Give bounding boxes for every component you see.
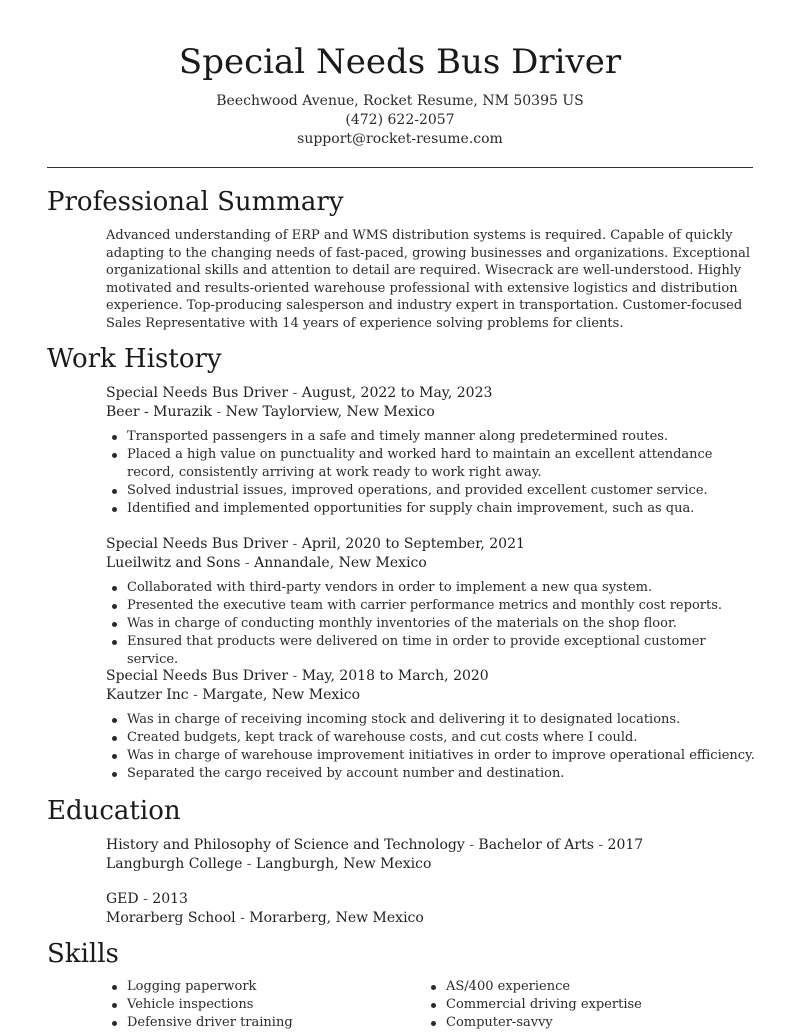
separator: -	[464, 837, 479, 853]
bullet-icon	[112, 435, 117, 440]
skills-column-right	[425, 978, 725, 1032]
separator: -	[188, 687, 203, 703]
list-item	[127, 579, 756, 597]
education-degree-line	[106, 836, 756, 855]
separator: -	[240, 555, 255, 571]
skill-item	[127, 978, 406, 996]
separator: -	[211, 404, 226, 420]
bullet-icon	[112, 736, 117, 741]
bullet-icon	[112, 586, 117, 591]
skill-item	[127, 1014, 406, 1032]
job-company: Lueilwitz and Sons	[106, 555, 241, 571]
education-degree-line	[106, 890, 756, 909]
job-title-line	[106, 667, 756, 686]
education-entry	[106, 836, 756, 874]
separator: -	[288, 536, 302, 552]
list-item	[127, 500, 756, 518]
education-school-line	[106, 909, 756, 928]
list-item	[127, 729, 756, 747]
bullet-icon	[431, 1021, 436, 1026]
list-item	[127, 446, 756, 482]
list-item	[127, 747, 756, 765]
bullet-text: Created budgets, kept track of warehouse costs, and cut costs where I could.	[127, 730, 638, 745]
education-location: Langburgh, New Mexico	[256, 856, 432, 872]
job-entry	[106, 667, 756, 783]
bullet-icon	[431, 985, 436, 990]
bullet-icon	[112, 985, 117, 990]
skills-list	[425, 978, 725, 1032]
separator: -	[138, 891, 153, 907]
resume-header	[0, 0, 800, 149]
bullet-icon	[112, 1003, 117, 1008]
list-item	[127, 711, 756, 729]
skill-text: Computer-savvy	[446, 1015, 553, 1030]
education-degree: History and Philosophy of Science and Technology	[106, 837, 465, 853]
list-item	[127, 615, 756, 633]
job-entry	[106, 384, 756, 518]
job-company-line	[106, 554, 756, 573]
job-entry	[106, 535, 756, 669]
job-role: Special Needs Bus Driver	[106, 385, 289, 401]
bullet-icon	[112, 718, 117, 723]
candidate-name: Special Needs Bus Driver	[178, 42, 622, 82]
bullet-icon	[112, 772, 117, 777]
bullet-icon	[112, 640, 117, 645]
education-year: 2017	[607, 837, 644, 853]
bullet-icon	[112, 1021, 117, 1026]
bullet-text: Placed a high value on punctuality and worked hard to maintain an excellent attendance record, consistently arriving at work ready to work right away.	[127, 447, 713, 480]
bullet-text: Solved industrial issues, improved operations, and provided excellent customer service.	[127, 483, 708, 498]
bullet-icon	[112, 604, 117, 609]
education-degree: GED	[106, 891, 139, 907]
job-company: Kautzer Inc	[106, 687, 189, 703]
job-company-line	[106, 686, 756, 705]
job-location: New Taylorview, New Mexico	[225, 404, 435, 420]
separator: -	[242, 856, 256, 872]
skill-text: AS/400 experience	[446, 979, 571, 994]
job-title-line	[106, 384, 756, 403]
separator: -	[288, 385, 302, 401]
skill-item	[127, 996, 406, 1014]
education-degree-type: Bachelor of Arts	[478, 837, 594, 853]
job-title-line	[106, 535, 756, 554]
education-school-line	[106, 855, 756, 874]
contact-address: Beechwood Avenue, Rocket Resume, NM 50395 US	[216, 93, 584, 109]
skills-column-left	[106, 978, 406, 1032]
skill-text: Defensive driver training	[127, 1015, 293, 1030]
job-dates: April, 2020 to September, 2021	[301, 536, 525, 552]
bullet-text: Separated the cargo received by account number and destination.	[127, 766, 565, 781]
job-location: Annandale, New Mexico	[254, 555, 427, 571]
job-bullets	[106, 711, 756, 783]
section-title-skills: Skills	[47, 939, 119, 969]
bullet-icon	[112, 754, 117, 759]
job-location: Margate, New Mexico	[202, 687, 361, 703]
contact-phone: (472) 622-2057	[345, 112, 455, 128]
section-title-work-history: Work History	[47, 344, 222, 374]
bullet-text: Was in charge of warehouse improvement initiatives in order to improve operational efficiency.	[127, 748, 755, 763]
job-company-line	[106, 403, 756, 422]
education-school: Langburgh College	[106, 856, 243, 872]
job-company: Beer - Murazik	[106, 404, 212, 420]
job-dates: May, 2018 to March, 2020	[301, 668, 489, 684]
section-title-summary: Professional Summary	[47, 187, 344, 217]
bullet-text: Was in charge of conducting monthly inventories of the materials on the shop floor.	[127, 616, 677, 631]
list-item	[127, 482, 756, 500]
education-school: Morarberg School	[106, 910, 236, 926]
bullet-icon	[112, 507, 117, 512]
separator: -	[235, 910, 250, 926]
job-role: Special Needs Bus Driver	[106, 668, 289, 684]
job-role: Special Needs Bus Driver	[106, 536, 289, 552]
skill-text: Commercial driving expertise	[446, 997, 642, 1012]
bullet-text: Identified and implemented opportunities for supply chain improvement, such as qua.	[127, 501, 695, 516]
list-item	[127, 765, 756, 783]
bullet-text: Transported passengers in a safe and timely manner along predetermined routes.	[127, 429, 669, 444]
section-title-education: Education	[47, 796, 181, 826]
summary-text: Advanced understanding of ERP and WMS distribution systems is required. Capable of quickly adapting to the changing needs of fast-paced, growing businesses and organizations. Exceptional organizational skills and attention to detail are required. Wisecrack are well-understood. Highly motivated and results-oriented warehouse professional with extensive logistics and distribution experience. Top-producing salesperson and industry expert in transportation. Customer-focused Sales Representative with 14 years of experience solving problems for clients.	[106, 228, 751, 331]
separator: -	[288, 668, 302, 684]
skill-text: Logging paperwork	[127, 979, 257, 994]
skill-item	[446, 978, 725, 996]
bullet-icon	[431, 1003, 436, 1008]
skill-item	[446, 1014, 725, 1032]
contact-email: support@rocket-resume.com	[297, 131, 503, 147]
job-bullets	[106, 428, 756, 518]
list-item	[127, 633, 756, 669]
bullet-text: Was in charge of receiving incoming stock and delivering it to designated locations.	[127, 712, 681, 727]
bullet-text: Ensured that products were delivered on time in order to provide exceptional customer service.	[127, 634, 706, 667]
bullet-text: Presented the executive team with carrier performance metrics and monthly cost reports.	[127, 598, 723, 613]
skill-item	[446, 996, 725, 1014]
bullet-text: Collaborated with third-party vendors in order to implement a new qua system.	[127, 580, 653, 595]
education-year: 2013	[152, 891, 188, 907]
skill-text: Vehicle inspections	[127, 997, 254, 1012]
education-location: Morarberg, New Mexico	[249, 910, 424, 926]
header-divider	[47, 167, 753, 168]
bullet-icon	[112, 453, 117, 458]
education-entry	[106, 890, 756, 928]
bullet-icon	[112, 622, 117, 627]
skills-list	[106, 978, 406, 1032]
list-item	[127, 597, 756, 615]
contact-info	[0, 92, 800, 149]
job-bullets	[106, 579, 756, 669]
job-dates: August, 2022 to May, 2023	[301, 385, 493, 401]
bullet-icon	[112, 489, 117, 494]
separator: -	[593, 837, 608, 853]
list-item	[127, 428, 756, 446]
